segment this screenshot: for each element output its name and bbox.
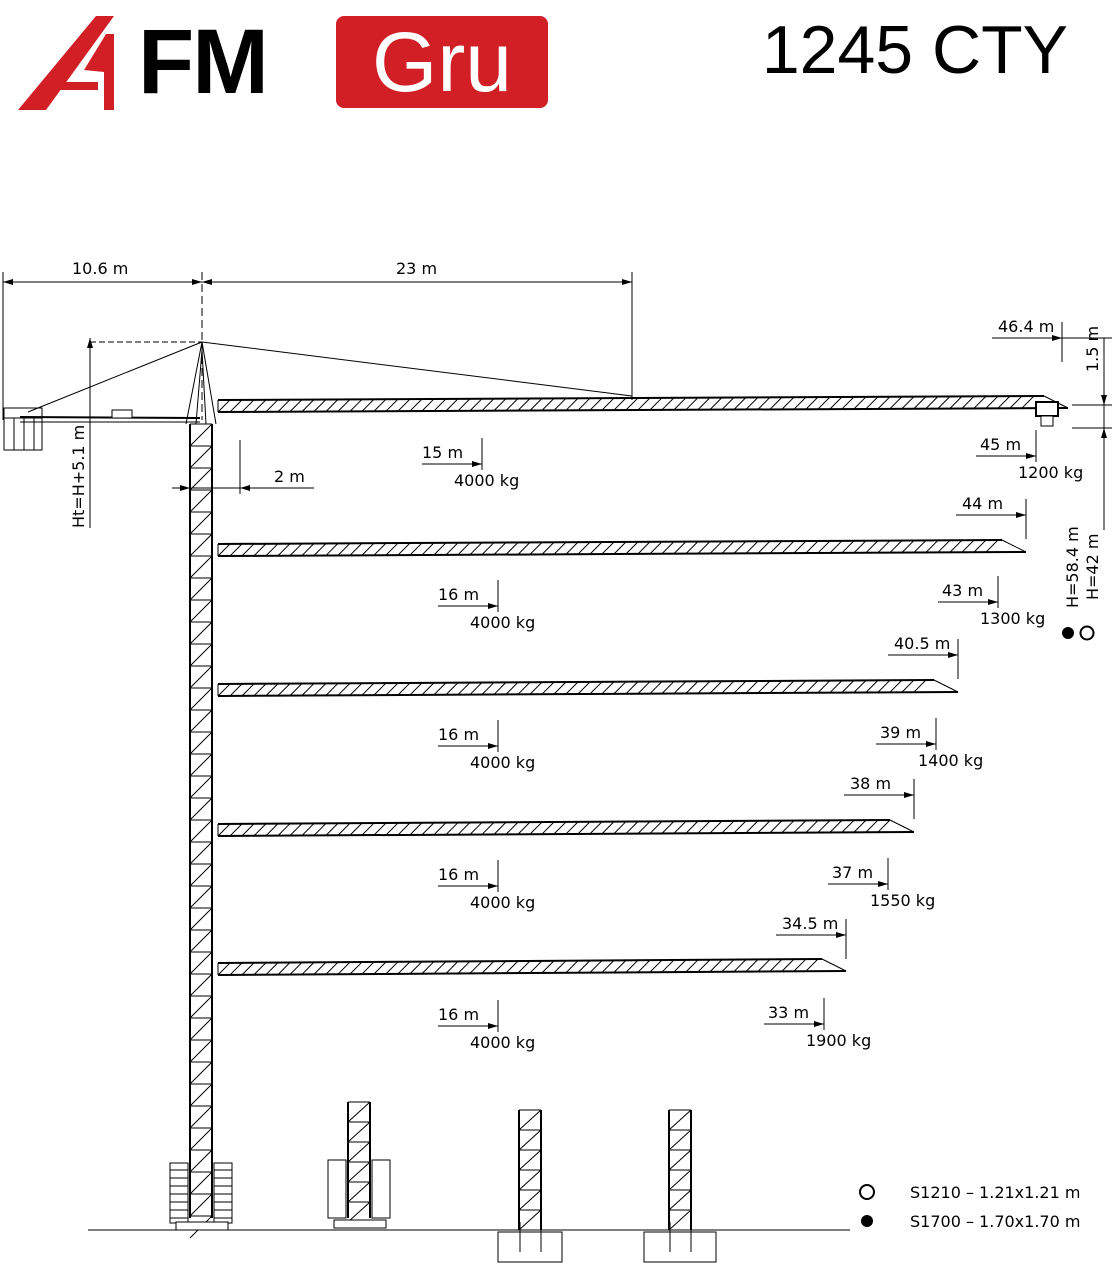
height-label-h2: H=42 m [1083, 533, 1102, 600]
jib-row-1 [218, 317, 1083, 490]
far-radius-label: 37 m [832, 863, 874, 882]
ht-label: Ht=H+5.1 m [69, 424, 88, 528]
legend-item-s1210: S1210 – 1.21x1.21 m [910, 1183, 1081, 1202]
height-h2-open-marker [1081, 627, 1094, 640]
far-load-label: 1200 kg [1018, 463, 1084, 482]
near-load-label: 4000 kg [470, 613, 536, 632]
jib-row-2 [218, 494, 1045, 632]
logo-fm-text: FM [138, 11, 267, 113]
far-radius-label: 33 m [768, 1003, 810, 1022]
reach-label: 34.5 m [782, 914, 839, 933]
far-load-label: 1400 kg [918, 751, 984, 770]
base-options [328, 1102, 716, 1262]
jib-row-4 [218, 774, 935, 912]
jib-row-5 [218, 914, 871, 1052]
reach-label: 38 m [850, 774, 892, 793]
far-load-label: 1900 kg [806, 1031, 872, 1050]
far-radius-label: 43 m [942, 581, 984, 600]
near-radius-label: 16 m [438, 1005, 480, 1024]
near-radius-label: 16 m [438, 865, 480, 884]
height-label-h1: H=58.4 m [1063, 526, 1082, 608]
legend [860, 1183, 1080, 1231]
base-foundation-s1210 [498, 1110, 562, 1262]
logo-gru-text: Gru [371, 15, 513, 109]
model-title: 1245 CTY [761, 12, 1068, 88]
tower-offset-dimension [172, 440, 314, 494]
tip-height-label: 1.5 m [1083, 325, 1102, 372]
hook-block-icon [1036, 402, 1058, 426]
reach-label: 44 m [962, 494, 1004, 513]
jib-variants [218, 317, 1083, 1052]
near-radius-label: 16 m [438, 725, 480, 744]
top-dimension [3, 259, 632, 420]
far-load-label: 1550 kg [870, 891, 936, 910]
near-load-label: 4000 kg [454, 471, 520, 490]
jib-row-3 [218, 634, 983, 772]
tower-offset-label: 2 m [274, 467, 305, 486]
base-ballast [328, 1102, 390, 1228]
far-radius-label: 39 m [880, 723, 922, 742]
legend-open-circle-icon [860, 1185, 874, 1199]
legend-item-s1700: S1700 – 1.70x1.70 m [910, 1212, 1081, 1231]
near-load-label: 4000 kg [470, 753, 536, 772]
counter-jib-length: 10.6 m [72, 259, 129, 278]
reach-label: 46.4 m [998, 317, 1055, 336]
counterweight [4, 408, 42, 450]
tip-height [1060, 326, 1112, 640]
tie-point-distance: 23 m [396, 259, 438, 278]
near-load-label: 4000 kg [470, 1033, 536, 1052]
legend-filled-circle-icon [861, 1215, 873, 1227]
near-radius-label: 15 m [422, 443, 464, 462]
near-radius-label: 16 m [438, 585, 480, 604]
base-foundation-s1700 [644, 1110, 716, 1262]
far-radius-label: 45 m [980, 435, 1022, 454]
counter-jib [4, 338, 632, 528]
reach-label: 40.5 m [894, 634, 951, 653]
far-load-label: 1300 kg [980, 609, 1046, 628]
near-load-label: 4000 kg [470, 893, 536, 912]
tower-head [186, 342, 216, 424]
height-h1-filled-marker [1062, 627, 1074, 639]
